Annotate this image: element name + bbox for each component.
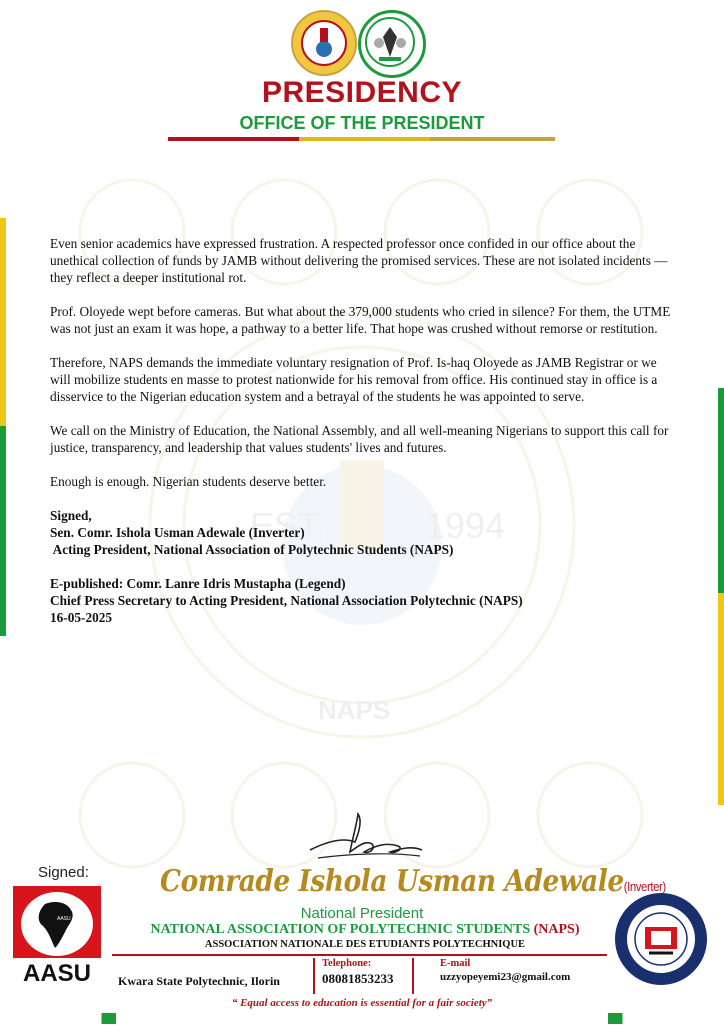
signer-title: Acting President, National Association of Polytechnic Students (NAPS) [50, 542, 454, 557]
email-label: E-mail [440, 958, 471, 969]
page-title: PRESIDENCY [261, 76, 463, 109]
paragraph-2: Prof. Oloyede wept before cameras. But what about the 379,000 students who cried in silence? For them, the UTME was not just an exam it was hope, a pathway to a better life. That hope was crushed without remorse or restitution. [50, 304, 671, 336]
footer-assoc-fr: ASSOCIATION NATIONALE DES ETUDIANTS POLYTECHNIQUE [204, 939, 526, 950]
epublish-block [50, 575, 680, 626]
signature-block [50, 507, 680, 558]
footer-address-text: Kwara State Polytechnic, Ilorin [118, 974, 280, 988]
footer-assoc-en-main: NATIONAL ASSOCIATION OF POLYTECHNIC STUDENTS [150, 922, 534, 937]
aasu-logo [13, 886, 101, 990]
footer-name: Comrade Ishola Usman Adewale [160, 864, 624, 899]
naps-logo [291, 10, 357, 76]
ius-logo [615, 893, 707, 985]
watermark-naps: NAPS [318, 695, 391, 725]
telephone-value: 08081853233 [322, 971, 394, 986]
signed-line: Signed, [50, 508, 92, 523]
paragraph-5: Enough is enough. Nigerian students deserve better. [50, 474, 327, 489]
email-value: uzzyopeyemi23@gmail.com [440, 971, 571, 983]
footer-role: National President [300, 905, 424, 922]
header-rule-gold [430, 137, 555, 141]
paragraph-4: We call on the Ministry of Education, the National Assembly, and all well-meaning Nigerians to support this call for justice, transparency, and leadership that values students' lives and futures. [50, 423, 669, 455]
footer-divider-v2 [412, 958, 414, 994]
letter-date: 16-05-2025 [50, 610, 113, 625]
paragraph-3: Therefore, NAPS demands the immediate voluntary resignation of Prof. Is-haq Oloyede as JAMB Registrar or we will mobilize students en masse to protest nationwide for his removal from office. His continued stay in office is a disservice to the Nigerian education system and a betrayal of the students he was appointed to serve. [50, 355, 658, 404]
footer-band [0, 1013, 724, 1024]
signer-name: Sen. Comr. Ishola Usman Adewale (Inverter) [50, 525, 305, 540]
footer-signed-label: Signed: [38, 864, 89, 881]
handwritten-signature [300, 810, 430, 870]
footer-motto: “ Equal access to education is essential for a fair society” [231, 997, 493, 1009]
letter-body [50, 235, 680, 626]
header-rule-red [168, 137, 299, 141]
paragraph-1: Even senior academics have expressed frustration. A respected professor once confided in our office about the unethical collection of funds by JAMB without delivering the promised services. These are not isolated incidents — they reflect a deeper institutional rot. [50, 236, 668, 285]
footer-divider [112, 954, 607, 956]
footer-name-suffix: (Inverter) [623, 879, 666, 894]
footer-divider-v1 [313, 958, 315, 994]
watermark-year: 1994 [425, 505, 506, 546]
page-subtitle: OFFICE OF THE PRESIDENT [239, 113, 485, 133]
epublished-by: E-published: Comr. Lanre Idris Mustapha (Legend) [50, 576, 346, 591]
epublisher-title: Chief Press Secretary to Acting President, National Association Polytechnic (NAPS) [50, 593, 523, 608]
telephone-label: Telephone: [322, 958, 372, 969]
coat-of-arms-logo [358, 10, 426, 78]
watermark-est: EST. [250, 505, 327, 546]
header-rule-yellow [299, 137, 430, 141]
footer-assoc-en [120, 922, 610, 938]
aasu-small-label: AASU [57, 916, 71, 922]
footer-assoc-en-acronym: (NAPS) [533, 922, 580, 937]
footer-email [440, 958, 570, 998]
aasu-label: AASU [13, 958, 101, 990]
footer-telephone [322, 958, 394, 998]
footer-name-script [160, 864, 666, 899]
